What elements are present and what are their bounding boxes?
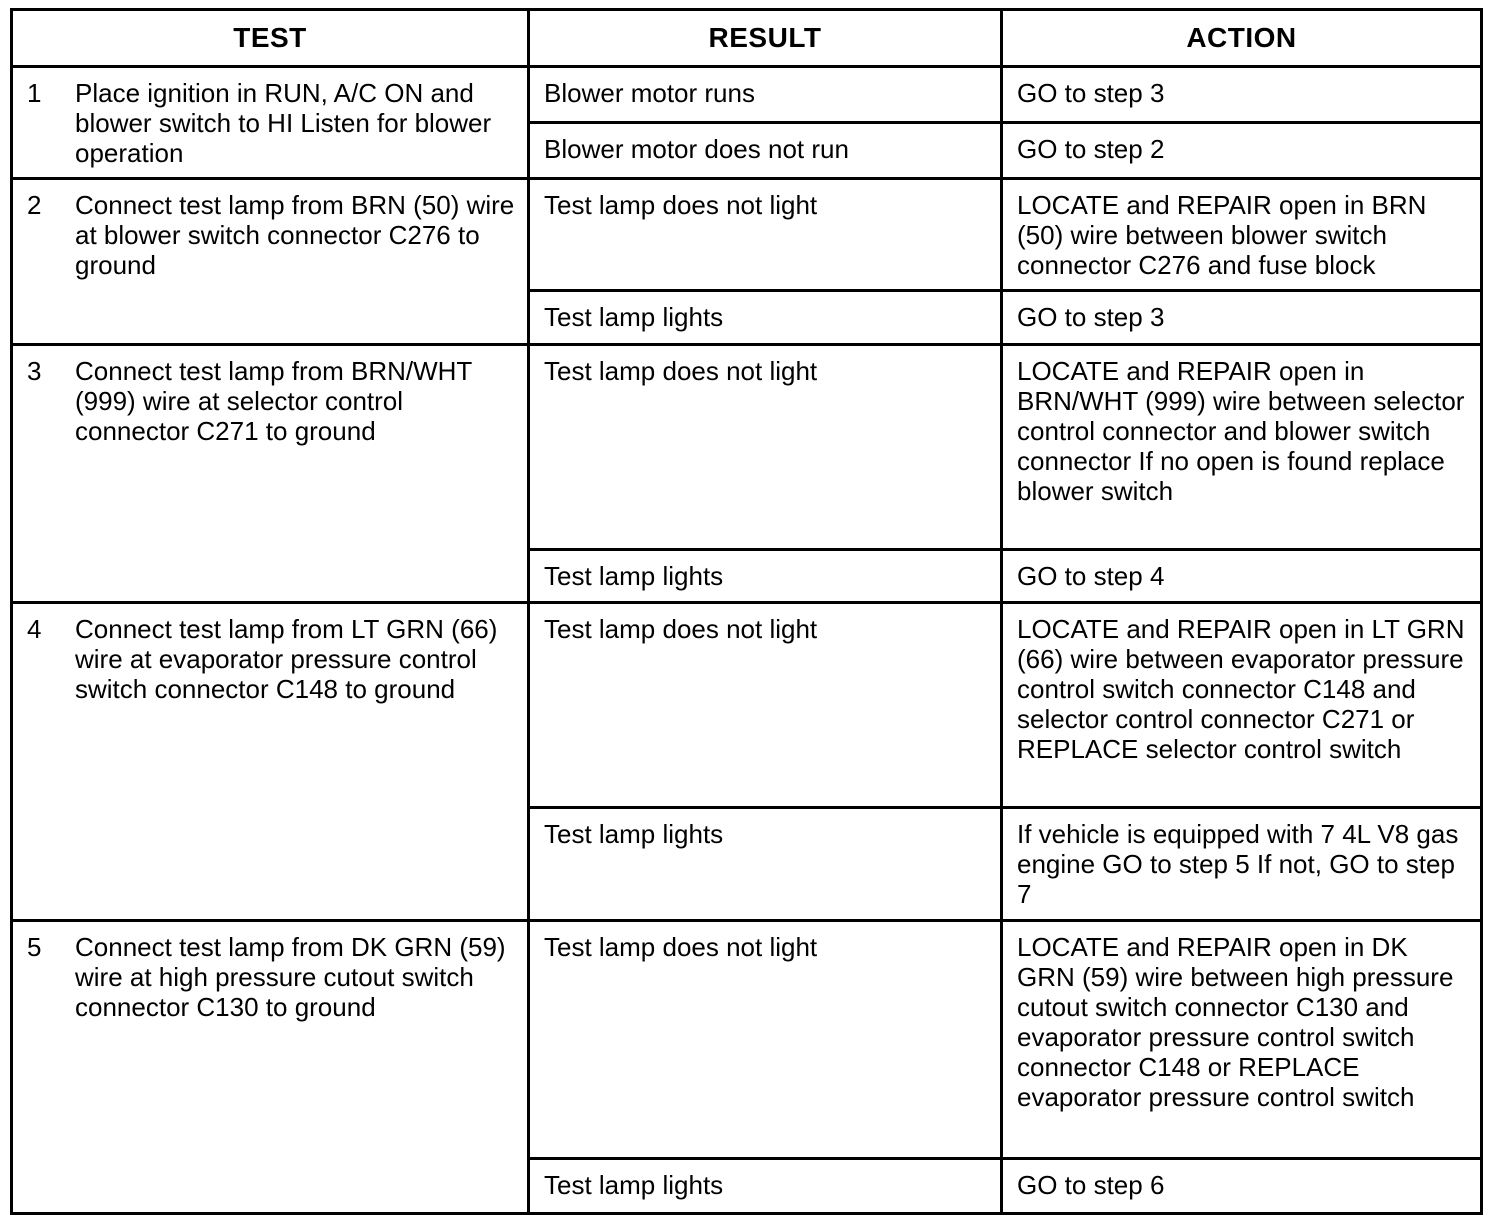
test-text: Connect test lamp from BRN/WHT (999) wire at selector control connector C271 to ground xyxy=(75,355,472,446)
action-text: GO to step 2 xyxy=(1017,133,1165,164)
result-cell xyxy=(529,549,1002,602)
table-row xyxy=(12,178,1482,291)
test-cell xyxy=(12,920,529,1213)
action-cell xyxy=(1002,344,1482,549)
action-text: LOCATE and REPAIR open in LT GRN (66) wire between evaporator pressure control switch connector C148 and selector control connector C271 or REPLACE selector control switch xyxy=(1017,614,1465,765)
step-number: 4 xyxy=(27,614,42,645)
test-text: Connect test lamp from DK GRN (59) wire at high pressure cutout switch connector C130 to ground xyxy=(75,931,506,1022)
table-row xyxy=(12,603,1482,808)
action-cell xyxy=(1002,549,1482,602)
step-number: 2 xyxy=(27,189,42,220)
header-action: ACTION xyxy=(1002,10,1482,67)
test-cell xyxy=(12,344,529,602)
result-cell xyxy=(529,178,1002,291)
result-text: Test lamp does not light xyxy=(544,189,818,220)
result-text: Blower motor runs xyxy=(544,78,755,108)
action-cell xyxy=(1002,67,1482,123)
action-text: GO to step 3 xyxy=(1017,78,1165,108)
action-text: GO to step 6 xyxy=(1017,1169,1165,1200)
result-text: Test lamp lights xyxy=(544,1169,724,1200)
result-cell xyxy=(529,1158,1002,1213)
step-number: 3 xyxy=(27,355,42,386)
test-text: Connect test lamp from BRN (50) wire at blower switch connector C276 to ground xyxy=(75,189,515,280)
action-text: LOCATE and REPAIR open in DK GRN (59) wire between high pressure cutout switch connector C130 and evaporator pressure control switch connector C148 or REPLACE evaporator pressure control switch xyxy=(1017,931,1454,1112)
result-text: Test lamp does not light xyxy=(544,355,818,386)
action-cell xyxy=(1002,122,1482,178)
table-row xyxy=(12,344,1482,549)
diagnostic-table-sheet xyxy=(10,8,1480,1215)
test-cell xyxy=(12,178,529,344)
action-text: GO to step 3 xyxy=(1017,302,1165,333)
diagnostic-table xyxy=(10,8,1483,1215)
result-text: Test lamp does not light xyxy=(544,931,818,962)
action-cell xyxy=(1002,291,1482,344)
header-result: RESULT xyxy=(529,10,1002,67)
action-text: GO to step 4 xyxy=(1017,560,1165,591)
header-row xyxy=(12,10,1482,67)
test-text: Connect test lamp from LT GRN (66) wire at evaporator pressure control switch connector C148 to ground xyxy=(75,614,498,705)
test-text: Place ignition in RUN, A/C ON and blower switch to HI Listen for blower operation xyxy=(75,78,492,168)
action-cell xyxy=(1002,603,1482,808)
action-cell xyxy=(1002,920,1482,1158)
action-text: If vehicle is equipped with 7 4L V8 gas engine GO to step 5 If not, GO to step 7 xyxy=(1017,819,1459,910)
action-text: LOCATE and REPAIR open in BRN/WHT (999) wire between selector control connector and blower switch connector If no open is found replace blower switch xyxy=(1017,355,1465,506)
action-cell xyxy=(1002,1158,1482,1213)
header-test: TEST xyxy=(12,10,529,67)
result-text: Test lamp lights xyxy=(544,819,724,850)
table-row xyxy=(12,920,1482,1158)
action-text: LOCATE and REPAIR open in BRN (50) wire between blower switch connector C276 and fuse block xyxy=(1017,189,1427,280)
result-text: Test lamp lights xyxy=(544,302,724,333)
result-cell xyxy=(529,920,1002,1158)
result-cell xyxy=(529,344,1002,549)
test-cell xyxy=(12,603,529,921)
action-cell xyxy=(1002,178,1482,291)
result-cell xyxy=(529,67,1002,123)
step-number: 1 xyxy=(27,78,42,108)
table-row xyxy=(12,67,1482,123)
step-number: 5 xyxy=(27,931,42,962)
result-cell xyxy=(529,291,1002,344)
result-text: Test lamp does not light xyxy=(544,614,818,645)
result-cell xyxy=(529,122,1002,178)
action-cell xyxy=(1002,808,1482,921)
result-cell xyxy=(529,603,1002,808)
result-text: Blower motor does not run xyxy=(544,133,849,164)
test-cell xyxy=(12,67,529,179)
result-cell xyxy=(529,808,1002,921)
result-text: Test lamp lights xyxy=(544,560,724,591)
